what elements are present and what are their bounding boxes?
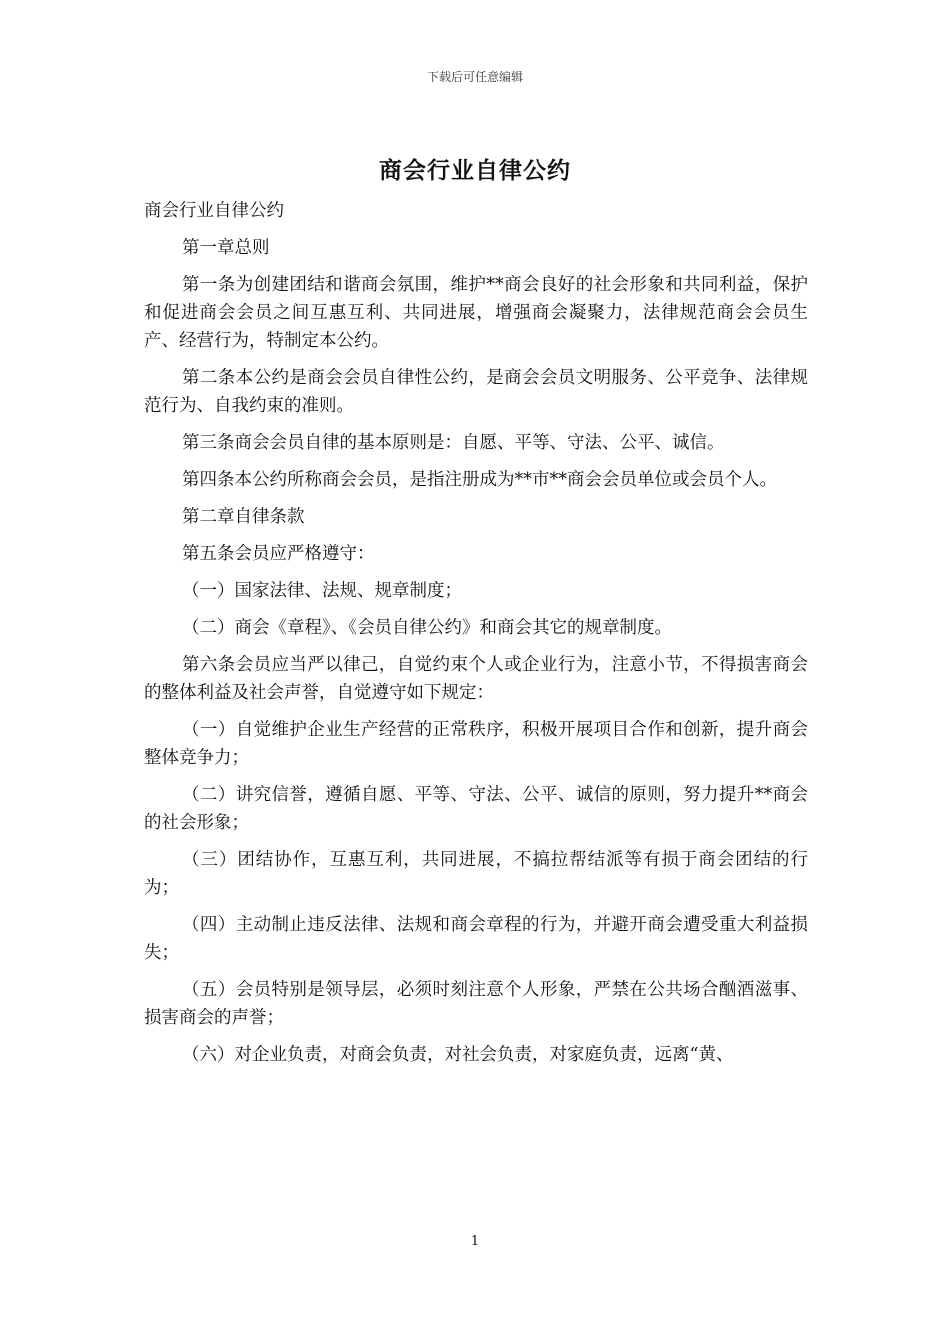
paragraph-chapter-2-heading: 第二章自律条款 [182,507,305,527]
paragraph-article-6-item-4: （四）主动制止违反法律、法规和商会章程的行为，并避开商会遭受重大利益损失； [144,915,808,963]
paragraph-article-6-item-5: （五）会员特别是领导层，必须时刻注意个人形象，严禁在公共场合酗酒滋事、损害商会的声誉； [144,980,808,1028]
paragraph-article-3: 第三条商会会员自律的基本原则是：自愿、平等、守法、公平、诚信。 [182,433,725,453]
paragraph-article-6-item-1: （一）自觉维护企业生产经营的正常秩序，积极开展项目合作和创新，提升商会整体竞争力； [144,720,808,768]
page-header: 下载后可任意编辑 [426,70,523,84]
paragraph-article-5-item-2: （二）商会《章程》、《会员自律公约》和商会其它的规章制度。 [182,618,672,638]
paragraph-article-4: 第四条本公约所称商会会员，是指注册成为**市**商会会员单位或会员个人。 [182,470,777,490]
paragraph-article-5-item-1: （一）国家法律、法规、规章制度； [182,581,462,601]
page-number: 1 [470,1234,480,1249]
paragraph-article-6: 第六条会员应当严以律己，自觉约束个人或企业行为，注意小节，不得损害商会的整体利益及社会声誉，自觉遵守如下规定： [144,655,808,703]
paragraph-article-6-item-2: （二）讲究信誉，遵循自愿、平等、守法、公平、诚信的原则，努力提升**商会的社会形象； [144,785,808,833]
paragraph-subtitle: 商会行业自律公约 [144,201,284,221]
paragraph-article-5: 第五条会员应严格遵守： [182,544,375,564]
paragraph-chapter-1-heading: 第一章总则 [182,238,270,258]
paragraph-article-6-item-3: （三）团结协作，互惠互利，共同进展，不搞拉帮结派等有损于商会团结的行为； [144,850,808,898]
paragraph-article-2: 第二条本公约是商会会员自律性公约，是商会会员文明服务、公平竞争、法律规范行为、自我约束的准则。 [144,368,808,416]
document-title: 商会行业自律公约 [379,158,571,184]
paragraph-article-6-item-6: （六）对企业负责，对商会负责，对社会负责，对家庭负责，远离“黄、 [182,1045,734,1065]
document-body [144,197,808,1078]
paragraph-article-1: 第一条为创建团结和谐商会氛围，维护**商会良好的社会形象和共同利益，保护和促进商会会员之间互惠互利、共同进展，增强商会凝聚力，法律规范商会会员生产、经营行为，特制定本公约。 [144,275,808,351]
